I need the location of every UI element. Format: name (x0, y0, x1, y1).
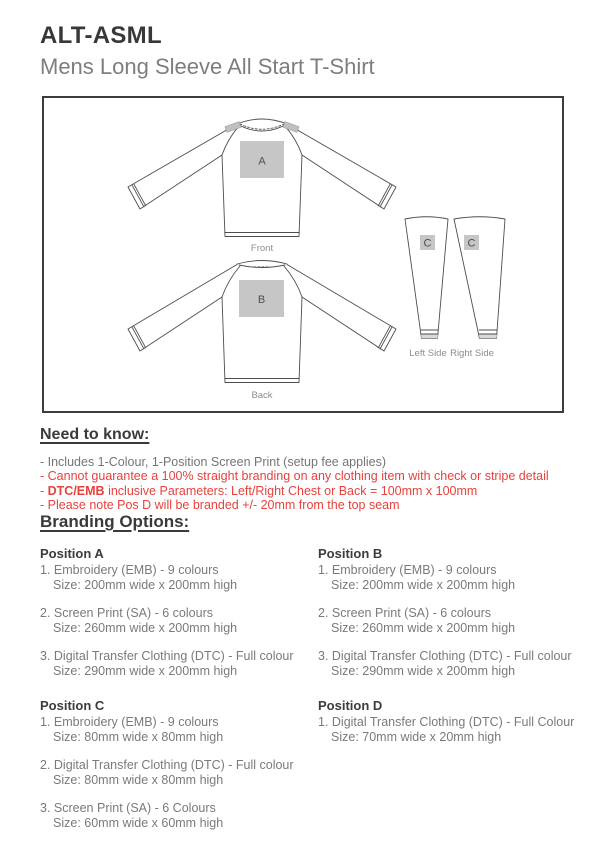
branding-option: 1. Embroidery (EMB) - 9 colours Size: 200mm wide x 200mm high (40, 563, 238, 592)
note-dtc-emb-parameters: - DTC/EMB inclusive Parameters: Left/Right Chest or Back = 100mm x 100mm (40, 483, 478, 498)
right-side-caption: Right Side (450, 348, 494, 359)
left-sleeve-drawing (405, 217, 448, 359)
position-c-block (40, 698, 318, 844)
garment-diagram (42, 96, 564, 413)
branding-option: 1. Digital Transfer Clothing (DTC) - Full Colour Size: 70mm wide x 20mm high (318, 715, 575, 744)
branding-option: 2. Digital Transfer Clothing (DTC) - Full colour Size: 80mm wide x 80mm high (40, 758, 294, 787)
front-view-drawing (128, 119, 396, 254)
branding-options-grid (40, 546, 585, 844)
branding-option: 2. Screen Print (SA) - 6 colours Size: 260mm wide x 200mm high (40, 606, 238, 635)
branding-option: 3. Digital Transfer Clothing (DTC) - Full colour Size: 290mm wide x 200mm high (318, 649, 572, 678)
right-sleeve-drawing (450, 217, 505, 359)
branding-option: 3. Screen Print (SA) - 6 Colours Size: 60mm wide x 60mm high (40, 801, 224, 830)
branding-options-heading: Branding Options: (40, 512, 190, 531)
position-c-right-label: C (467, 237, 476, 250)
note-straight-branding: - Cannot guarantee a 100% straight branding on any clothing item with check or stripe detail (40, 469, 549, 484)
back-caption: Back (251, 390, 273, 401)
note-screen-print: - Includes 1-Colour, 1-Position Screen Print (setup fee applies) (40, 455, 387, 469)
product-name: Mens Long Sleeve All Start T-Shirt (40, 54, 375, 79)
position-d-heading: Position D (318, 698, 383, 713)
front-caption: Front (250, 243, 274, 254)
position-b-block (318, 546, 585, 692)
position-d-block (318, 698, 585, 844)
position-a-label: A (258, 155, 266, 168)
need-to-know-notes (40, 455, 585, 513)
product-code: ALT-ASML (40, 22, 162, 49)
need-to-know-heading: Need to know: (40, 426, 150, 443)
branding-option: 1. Embroidery (EMB) - 9 colours Size: 200mm wide x 200mm high (318, 563, 516, 592)
shoulder-seam-mark-right (283, 122, 299, 133)
branding-option: 1. Embroidery (EMB) - 9 colours Size: 80mm wide x 80mm high (40, 715, 224, 744)
left-side-caption: Left Side (409, 348, 447, 359)
shoulder-seam-mark-left (225, 122, 241, 133)
back-view-drawing (128, 261, 396, 402)
branding-option: 3. Digital Transfer Clothing (DTC) - Full colour Size: 290mm wide x 200mm high (40, 649, 294, 678)
position-a-block (40, 546, 318, 692)
position-a-heading: Position A (40, 546, 104, 561)
branding-option: 2. Screen Print (SA) - 6 colours Size: 260mm wide x 200mm high (318, 606, 516, 635)
position-b-heading: Position B (318, 546, 383, 561)
position-b-label: B (257, 294, 266, 306)
note-pos-d-seam: - Please note Pos D will be branded +/- 20mm from the top seam (40, 498, 400, 513)
position-c-left-label: C (423, 237, 432, 250)
position-c-heading: Position C (40, 698, 105, 713)
garment-diagram-svg (44, 98, 562, 411)
